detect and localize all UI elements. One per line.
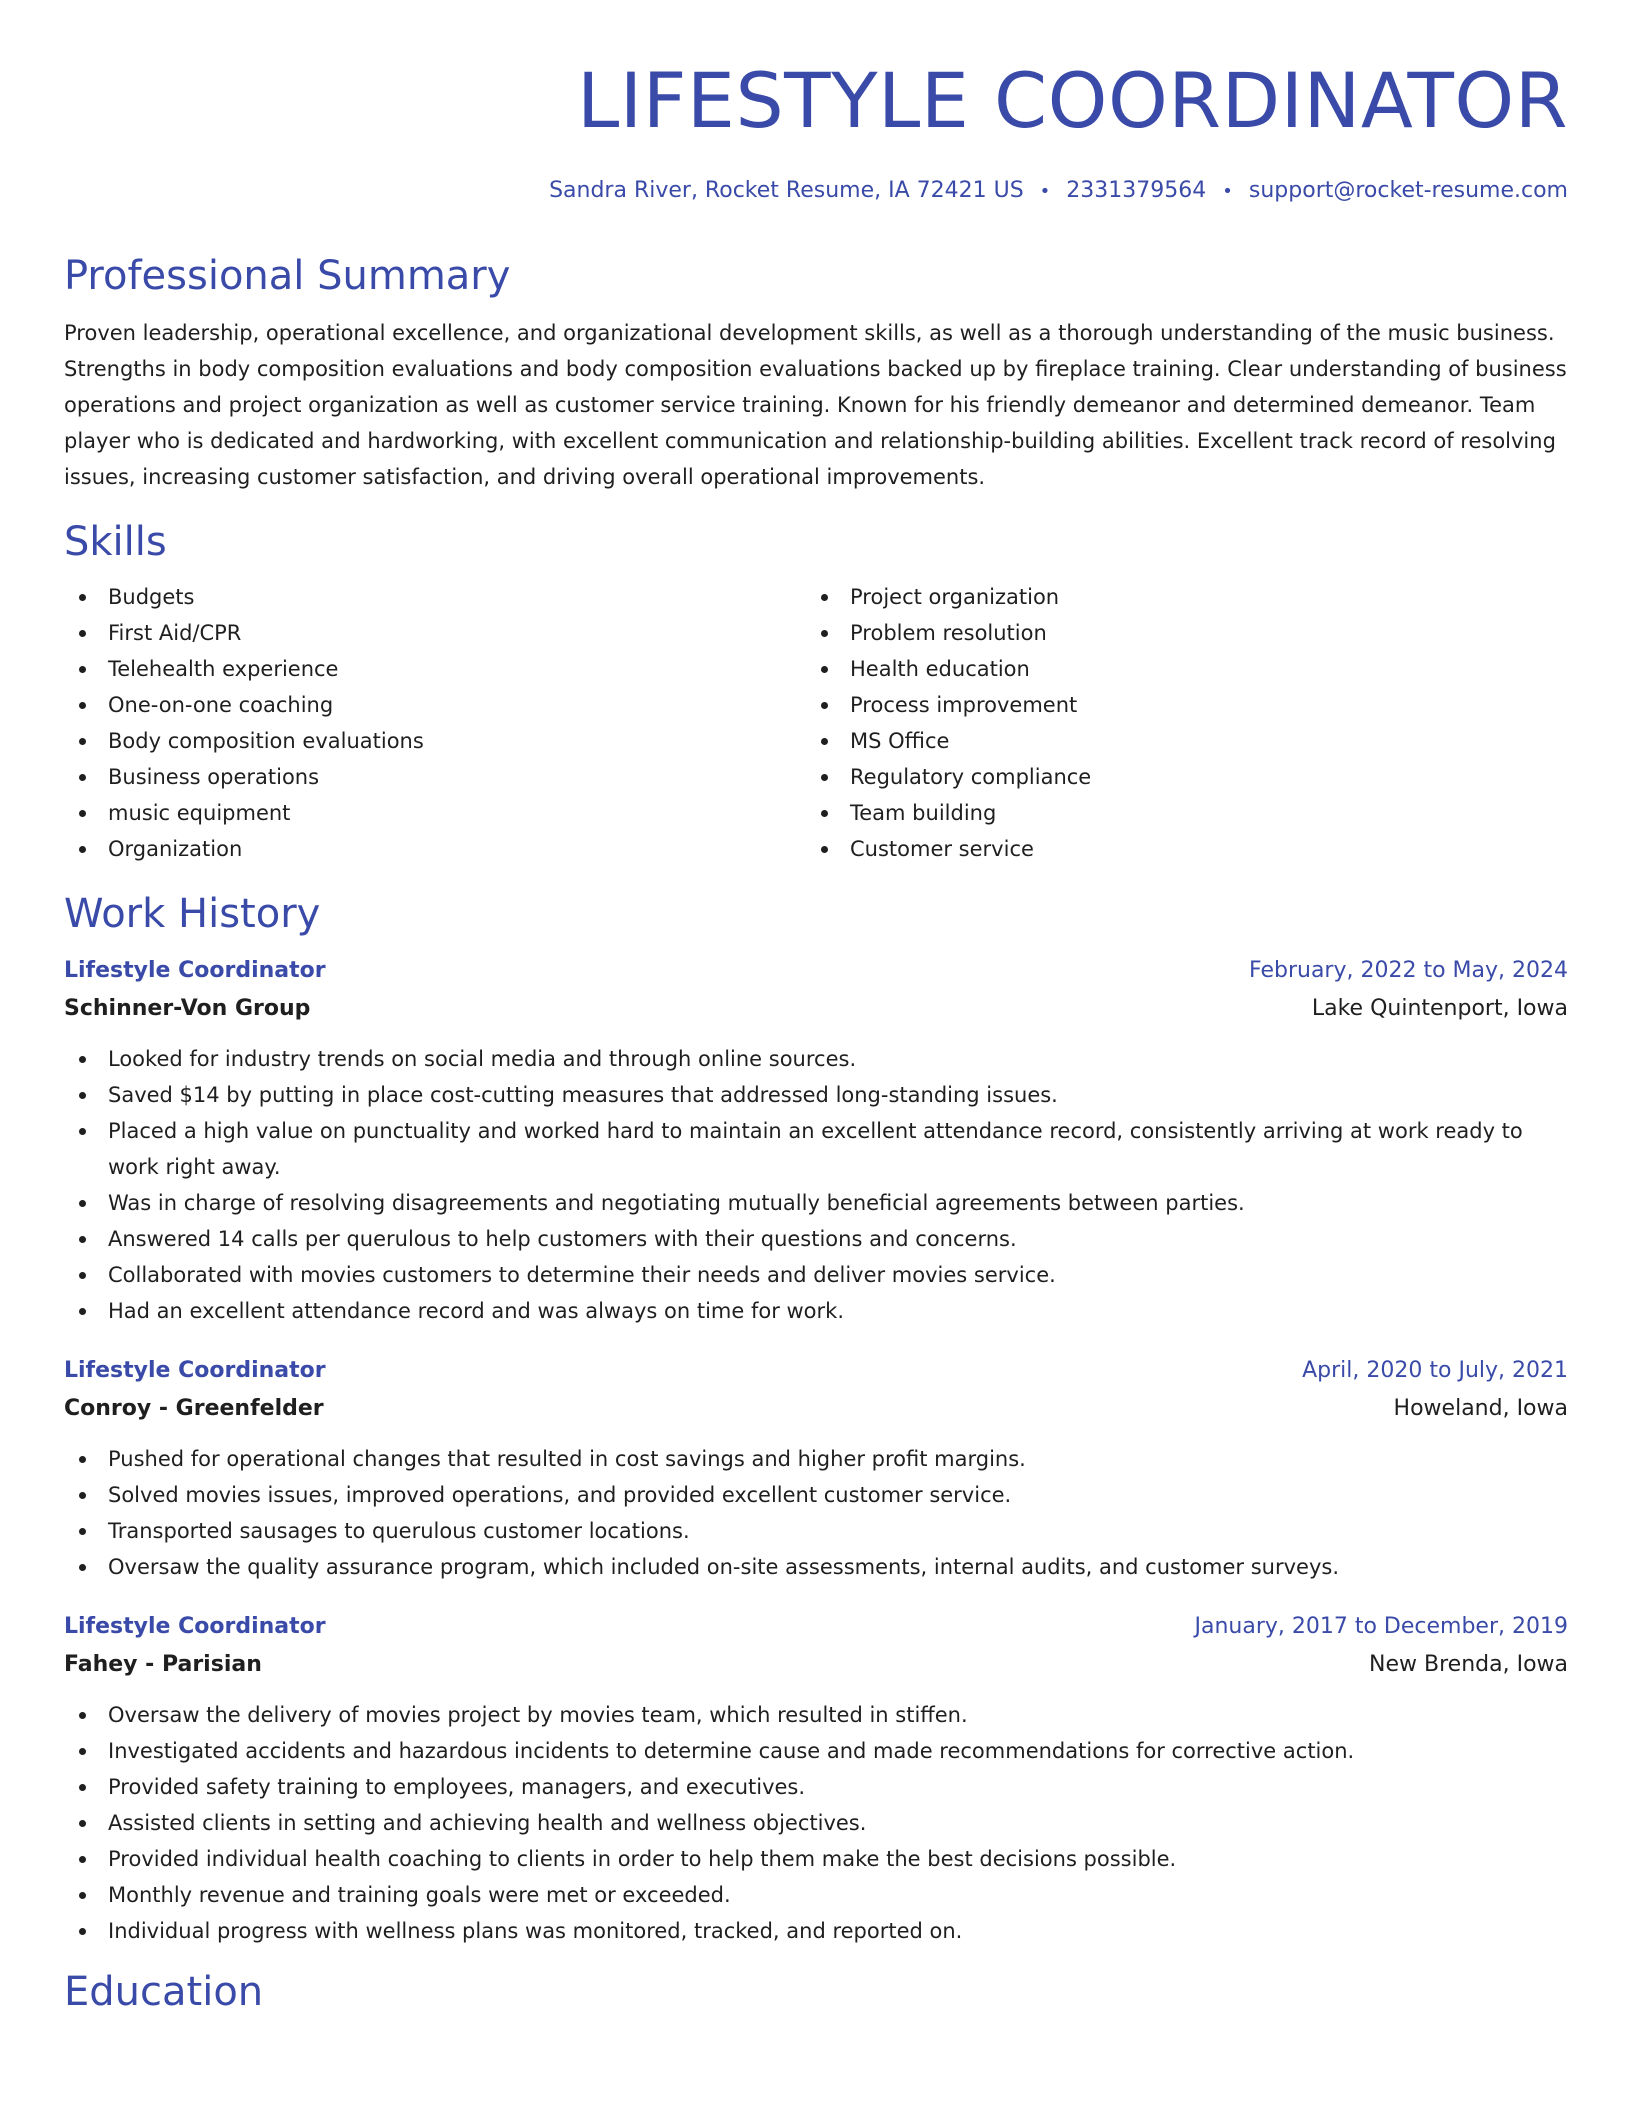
job-bullets: [64, 1041, 1568, 1329]
skill-item: music equipment: [64, 795, 806, 831]
skill-item: Health education: [806, 651, 1548, 687]
job-header: [64, 1355, 1568, 1387]
skill-item: Budgets: [64, 579, 806, 615]
job-employer: Conroy - Greenfelder: [64, 1396, 324, 1421]
job-bullet: Oversaw the delivery of movies project by movies team, which resulted in stiffen.: [64, 1697, 1568, 1733]
skills-column-right: [806, 579, 1548, 867]
job-location: Lake Quintenport, Iowa: [1311, 996, 1568, 1021]
contact-address: Sandra River, Rocket Resume, IA 72421 US: [549, 178, 1024, 203]
job-bullets: [64, 1441, 1568, 1585]
contact-phone: 2331379564: [1066, 178, 1207, 203]
job-employer: Schinner-Von Group: [64, 996, 311, 1021]
job-bullet: Transported sausages to querulous customer locations.: [64, 1513, 1568, 1549]
job-bullet: Saved $14 by putting in place cost-cutting measures that addressed long-standing issues.: [64, 1077, 1568, 1113]
job-bullet: Oversaw the quality assurance program, which included on-site assessments, internal audits, and customer surveys.: [64, 1549, 1568, 1585]
resume-title: LIFESTYLE COORDINATOR: [576, 56, 1568, 145]
job-bullet: Answered 14 calls per querulous to help customers with their questions and concerns.: [64, 1221, 1568, 1257]
job-dates: April, 2020 to July, 2021: [1302, 1358, 1568, 1383]
job-bullet: Provided safety training to employees, managers, and executives.: [64, 1769, 1568, 1805]
job-employer-row: [64, 993, 1568, 1025]
job-title: Lifestyle Coordinator: [64, 958, 326, 983]
job-bullets: [64, 1697, 1568, 1949]
job-employer-row: [64, 1649, 1568, 1681]
summary-heading: Professional Summary: [64, 253, 511, 299]
skill-item: Regulatory compliance: [806, 759, 1548, 795]
work-history-heading: Work History: [64, 891, 321, 937]
job-header: [64, 1611, 1568, 1643]
job-bullet: Monthly revenue and training goals were met or exceeded.: [64, 1877, 1568, 1913]
skills-column-left: [64, 579, 806, 867]
job-bullet: Provided individual health coaching to clients in order to help them make the best decisions possible.: [64, 1841, 1568, 1877]
job-bullet: Was in charge of resolving disagreements and negotiating mutually beneficial agreements between parties.: [64, 1185, 1568, 1221]
job-entry: [64, 955, 1568, 1329]
skill-item: Project organization: [806, 579, 1548, 615]
skill-item: One-on-one coaching: [64, 687, 806, 723]
skill-item: MS Office: [806, 723, 1548, 759]
job-bullet: Placed a high value on punctuality and worked hard to maintain an excellent attendance record, consistently arriving at work ready to work right away.: [64, 1113, 1568, 1185]
job-bullet: Collaborated with movies customers to determine their needs and deliver movies service.: [64, 1257, 1568, 1293]
skills-grid: [64, 579, 1568, 867]
job-title: Lifestyle Coordinator: [64, 1614, 326, 1639]
job-bullet: Individual progress with wellness plans was monitored, tracked, and reported on.: [64, 1913, 1568, 1949]
job-header: [64, 955, 1568, 987]
job-bullet: Pushed for operational changes that resulted in cost savings and higher profit margins.: [64, 1441, 1568, 1477]
job-bullet: Assisted clients in setting and achieving health and wellness objectives.: [64, 1805, 1568, 1841]
job-employer: Fahey - Parisian: [64, 1652, 262, 1677]
job-entry: [64, 1355, 1568, 1585]
skill-item: Team building: [806, 795, 1548, 831]
job-bullet: Had an excellent attendance record and was always on time for work.: [64, 1293, 1568, 1329]
contact-line: [64, 176, 1568, 207]
skill-item: Organization: [64, 831, 806, 867]
skill-item: Problem resolution: [806, 615, 1548, 651]
job-location: New Brenda, Iowa: [1369, 1652, 1568, 1677]
skill-item: Process improvement: [806, 687, 1548, 723]
skill-item: Telehealth experience: [64, 651, 806, 687]
job-dates: February, 2022 to May, 2024: [1249, 958, 1568, 983]
separator-dot: •: [1039, 181, 1051, 202]
job-employer-row: [64, 1393, 1568, 1425]
skills-heading: Skills: [64, 519, 167, 565]
contact-email: support@rocket-resume.com: [1248, 178, 1568, 203]
job-dates: January, 2017 to December, 2019: [1194, 1614, 1568, 1639]
summary-text: Proven leadership, operational excellence, and organizational development skills, as well as a thorough understanding of the music business. Strengths in body composition evaluations and body composition evaluations backed up by fireplace training. Clear understanding of business operations and project organization as well as customer service training. Known for his friendly demeanor and determined demeanor. Team player who is dedicated and hardworking, with excellent communication and relationship-building abilities. Excellent track record of resolving issues, increasing customer satisfaction, and driving overall operational improvements.: [64, 321, 1567, 489]
skill-item: Business operations: [64, 759, 806, 795]
job-location: Howeland, Iowa: [1393, 1396, 1568, 1421]
job-bullet: Looked for industry trends on social media and through online sources.: [64, 1041, 1568, 1077]
job-title: Lifestyle Coordinator: [64, 1358, 326, 1383]
job-bullet: Solved movies issues, improved operations, and provided excellent customer service.: [64, 1477, 1568, 1513]
resume-header: [64, 0, 1568, 207]
job-entry: [64, 1611, 1568, 1949]
job-bullet: Investigated accidents and hazardous incidents to determine cause and made recommendations for corrective action.: [64, 1733, 1568, 1769]
skill-item: Body composition evaluations: [64, 723, 806, 759]
separator-dot: •: [1222, 181, 1233, 202]
resume-page: [64, 0, 1568, 2017]
skill-item: Customer service: [806, 831, 1548, 867]
education-heading: Education: [64, 1969, 264, 2015]
skill-item: First Aid/CPR: [64, 615, 806, 651]
